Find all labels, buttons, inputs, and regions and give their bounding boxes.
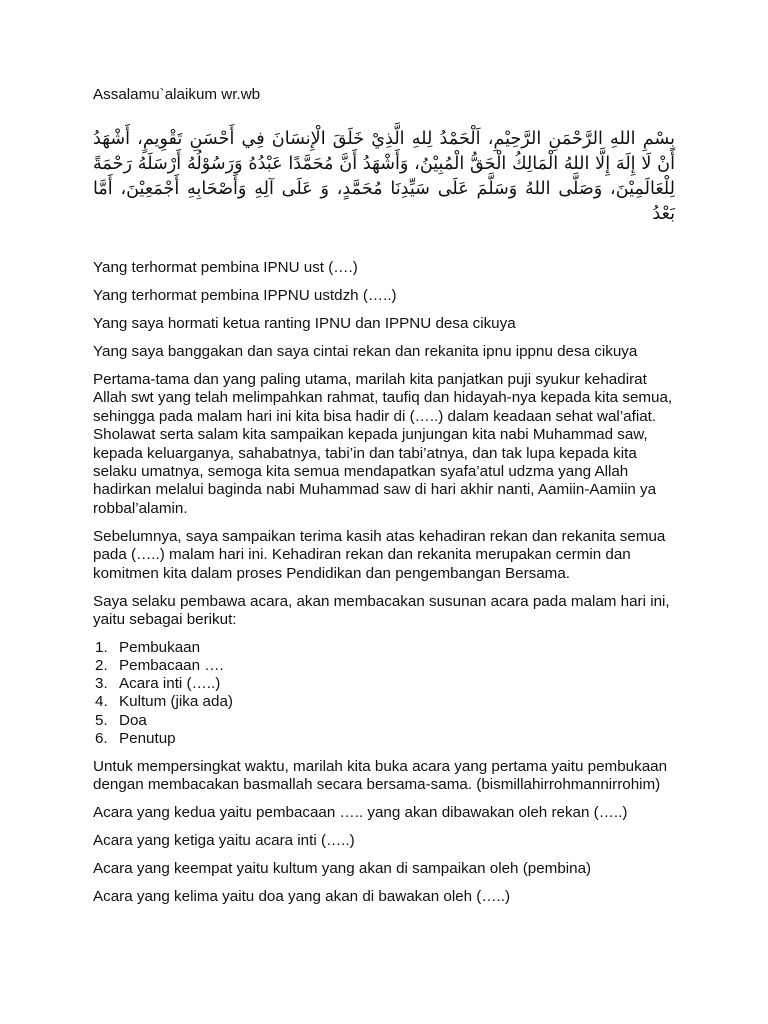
- arabic-opening: بِسْمِ اللهِ الرَّحْمَنِ الرَّحِيْمِ، اَلْحَمْدُ لِلهِ الَّذِيْ خَلَقَ الْإِنسَانَ فِي أَحْسَنِ تَقْوِيمٍ، أَشْهَدُ أَنْ لَا إِلَهَ إِلَّا اللهُ الْمَالِكُ الْحَقُّ الْمُبِيْنُ، وَأَشْهَدُ أَنَّ مُحَمَّدًا عَبْدُهُ وَرَسُوْلُهُ أَرْسَلَهُ رَحْمَةً لِلْعَالَمِيْنَ، وَصَلَّى اللهُ وَسَلَّمَ عَلَى سَيِّدِنَا مُحَمَّدٍ، وَ عَلَى آلِهِ وَأَصْحَابِهِ أَجْمَعِيْنَ، أَمَّا بَعْدُ: [93, 129, 675, 225]
- list-text: Kultum (jika ada): [119, 693, 233, 711]
- list-item: [93, 675, 683, 693]
- list-number: 1.: [95, 638, 108, 656]
- agenda-detail-fifth: Acara yang kelima yaitu doa yang akan di bawakan oleh (…..): [93, 887, 511, 905]
- document-page: [93, 86, 683, 915]
- thanks-paragraph: Sebelumnya, saya sampaikan terima kasih atas kehadiran rekan dan rekanita semua pada (…..) malam hari ini. Kehadiran rekan dan rekanita merupakan cermin dan komitmen kita dalam proses Pendidikan dan pengembangan Bersama.: [93, 527, 666, 582]
- salutation-ipnu: Yang terhormat pembina IPNU ust (….): [93, 259, 358, 277]
- list-item: [93, 639, 683, 657]
- list-number: 6.: [95, 729, 108, 747]
- agenda-list: [93, 639, 683, 748]
- list-text: Pembukaan: [119, 638, 201, 656]
- list-item: [93, 730, 683, 748]
- opening-paragraph: Pertama-tama dan yang paling utama, marilah kita panjatkan puji syukur kehadirat Allah swt yang telah melimpahkan rahmat, taufiq dan hidayah-nya kepada kita semua, sehingga pada malam hari ini kita bisa hadir di (…..) dalam keadaan sehat wal’afiat. Sholawat serta salam kita sampaikan kepada junjungan kita nabi Muhammad saw, kepada keluarganya, sahabatnya, tabi’in dan tabi’atnya, dan tak lupa kepada kita selaku umatnya, semoga kita semua mendapatkan syafa’atul udzma yang Allah hadirkan melalui baginda nabi Muhammad saw di hari akhir nanti, Aamiin-Aamiin ya robbal’alamin.: [93, 371, 673, 517]
- salutation-ketua: Yang saya hormati ketua ranting IPNU dan IPPNU desa cikuya: [93, 315, 516, 333]
- list-text: Penutup: [119, 729, 176, 747]
- list-text: Pembacaan ….: [119, 657, 224, 675]
- agenda-detail-fourth: Acara yang keempat yaitu kultum yang akan di sampaikan oleh (pembina): [93, 859, 592, 877]
- list-item: [93, 693, 683, 711]
- list-text: Acara inti (…..): [119, 675, 221, 693]
- agenda-detail-second: Acara yang kedua yaitu pembacaan ….. yang akan dibawakan oleh rekan (…..): [93, 803, 628, 821]
- agenda-intro: Saya selaku pembawa acara, akan membacakan susunan acara pada malam hari ini, yaitu sebagai berikut:: [93, 592, 670, 628]
- list-number: 3.: [95, 675, 108, 693]
- salutation-rekan: Yang saya banggakan dan saya cintai rekan dan rekanita ipnu ippnu desa cikuya: [93, 343, 638, 361]
- list-item: [93, 657, 683, 675]
- list-number: 5.: [95, 711, 108, 729]
- list-number: 2.: [95, 657, 108, 675]
- agenda-detail-opening: Untuk mempersingkat waktu, marilah kita buka acara yang pertama yaitu pembukaan dengan membacakan basmallah secara bersama-sama. (bismillahirrohmannirrohim): [93, 757, 668, 793]
- list-text: Doa: [119, 711, 147, 729]
- list-item: [93, 712, 683, 730]
- list-number: 4.: [95, 693, 108, 711]
- salutation-ippnu: Yang terhormat pembina IPPNU ustdzh (…..): [93, 287, 397, 305]
- agenda-detail-third: Acara yang ketiga yaitu acara inti (…..): [93, 831, 355, 849]
- greeting: Assalamu`alaikum wr.wb: [93, 86, 261, 103]
